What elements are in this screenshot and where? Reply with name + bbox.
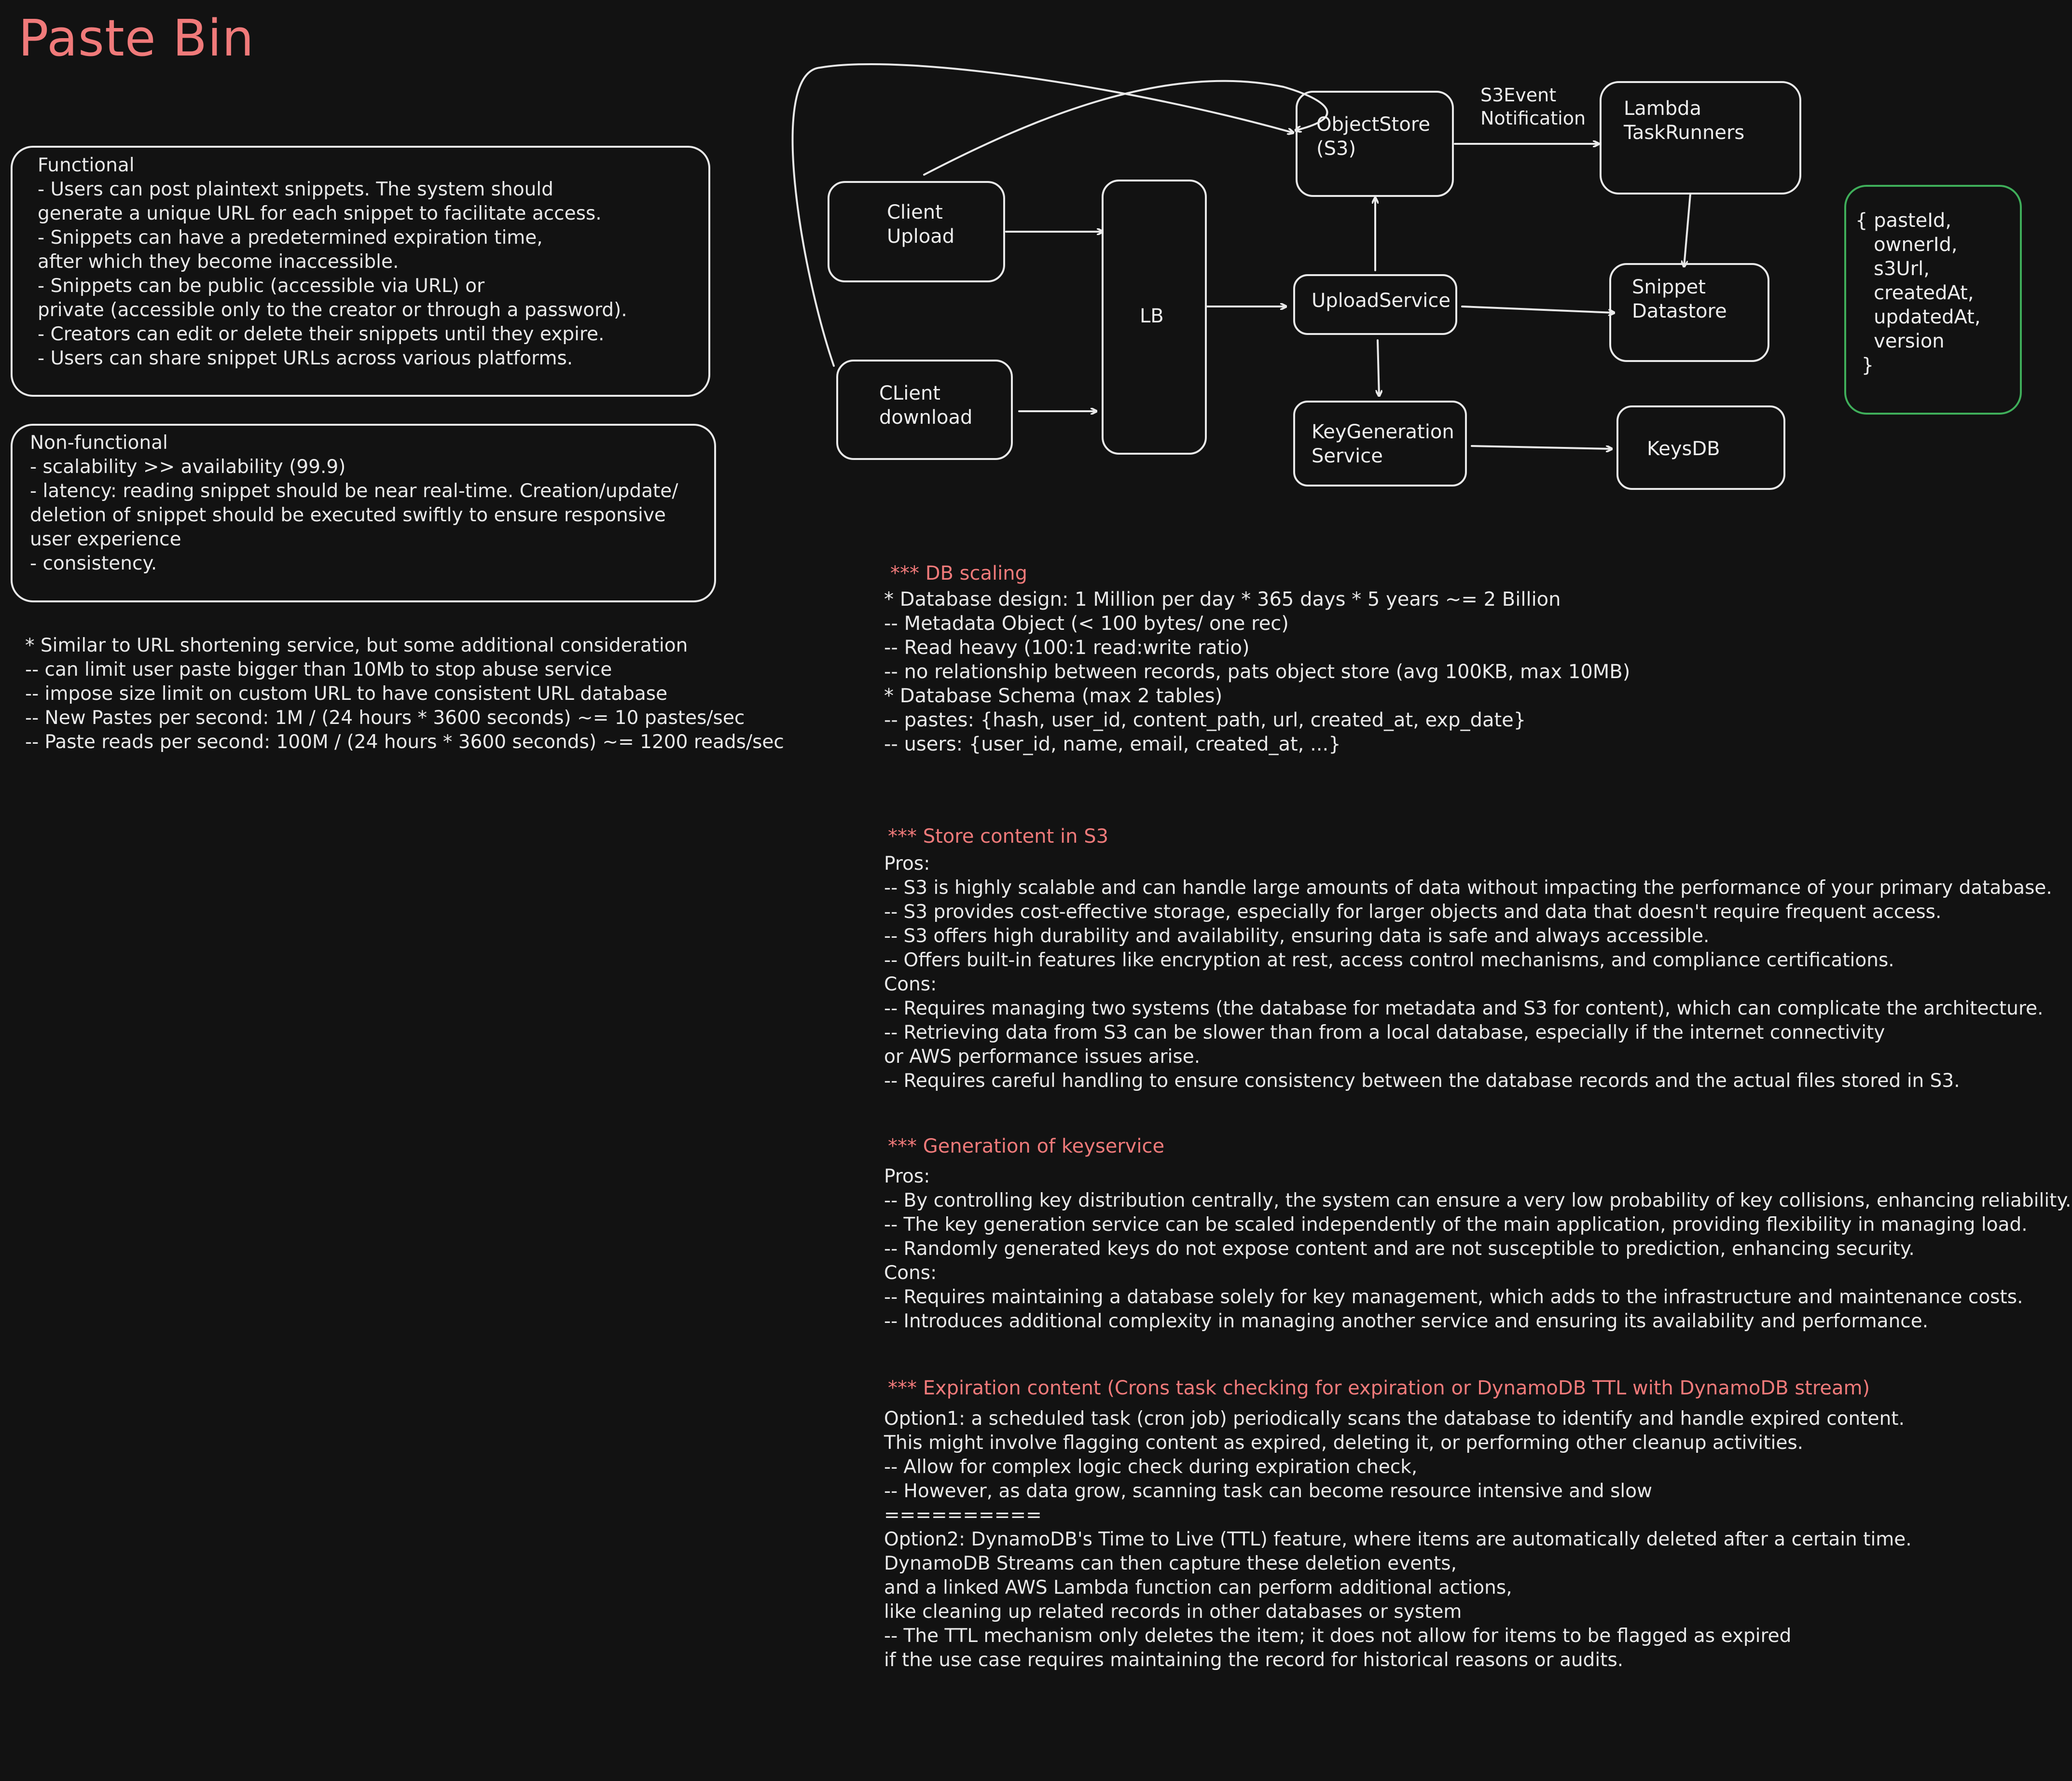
object-store-label: ObjectStore (S3): [1316, 113, 1430, 160]
edge-upload-datastore: [1462, 306, 1614, 313]
expiration-body: Option1: a scheduled task (cron job) periodically scans the database to identify and handle expired content. This might involve flagging content as expired, deleting it, or performing other cleanup activities. -- Allow for complex logic check during expiration check, -- However, as data grow, scanning task can become resource intensive and slow ========== Option2: DynamoDB's Time to Live (TTL) feature, where items are automatically deleted after a certain time. DynamoDB Streams can then capture these deletion events, and a linked AWS Lambda function can perform additional actions, like cleaning up related records in other databases or system -- The TTL mechanism only deletes the item; it does not allow for items to be flagged as expired if the use case requires maintaining the record for historical reasons or audits.: [884, 1408, 1912, 1671]
edge-upload-keygen: [1378, 340, 1379, 396]
edge-keygen-keysdb: [1472, 446, 1612, 449]
page-title: Paste Bin: [18, 9, 254, 68]
key-generation-label: KeyGeneration Service: [1312, 421, 1454, 467]
edge-lambda-datastore: [1684, 194, 1690, 266]
upload-service-label: UploadService: [1312, 290, 1450, 312]
edge-clientupload-objectstore: [924, 81, 1327, 175]
lb-label: LB: [1140, 305, 1164, 327]
functional-text: Functional - Users can post plaintext snippets. The system should generate a unique URL for each snippet to facilitate access. - Snippets can have a predetermined expiration time, after which they become inaccessible. - Snippets can be public (accessible via URL) or private (accessible only to the creator or through a password). - Creators can edit or delete their snippets until they expire. - Users can share snippet URLs across various platforms.: [38, 154, 627, 369]
keyservice-title: *** Generation of keyservice: [888, 1135, 1165, 1157]
db-scaling-body: * Database design: 1 Million per day * 365 days * 5 years ~= 2 Billion -- Metadata Object (< 100 bytes/ one rec) -- Read heavy (100:1 read:write ratio) -- no relationship between records, pats object store (avg 100KB, max 10MB) * Database Schema (max 2 tables) -- pastes: {hash, user_id, content_path, url, created_at, exp_date} -- users: {user_id, name, email, created_at, ...}: [884, 588, 1630, 755]
client-download-label: CLient download: [879, 382, 973, 429]
s3-event-label: S3Event Notification: [1480, 84, 1586, 129]
store-s3-body: Pros: -- S3 is highly scalable and can handle large amounts of data without impacting the performance of your primary database. -- S3 provides cost-effective storage, especially for larger objects and data that doesn't require frequent access. -- S3 offers high durability and availability, ensuring data is safe and always accessible. -- Offers built-in features like encryption at rest, access control mechanisms, and compliance certifications. Cons: -- Requires managing two systems (the database for metadata and S3 for content), which can complicate the architecture. -- Retrieving data from S3 can be slower than from a local database, especially if the internet connectivity or AWS performance issues arise. -- Requires careful handling to ensure consistency between the database records and the actual files stored in S3.: [884, 853, 2052, 1092]
db-scaling-title: *** DB scaling: [890, 562, 1027, 584]
expiration-title: *** Expiration content (Crons task checking for expiration or DynamoDB TTL with DynamoDB stream): [888, 1377, 1870, 1399]
schema-text: { pasteId, ownerId, s3Url, createdAt, updatedAt, version }: [1855, 209, 1981, 376]
client-upload-label: Client Upload: [887, 201, 955, 248]
store-s3-title: *** Store content in S3: [888, 825, 1109, 848]
keys-db-label: KeysDB: [1647, 438, 1720, 460]
estimation-notes: * Similar to URL shortening service, but some additional consideration -- can limit user paste bigger than 10Mb to stop abuse service -- impose size limit on custom URL to have consistent URL database -- New Pastes per second: 1M / (24 hours * 3600 seconds) ~= 10 pastes/sec -- Paste reads per second: 100M / (24 hours * 3600 seconds) ~= 1200 reads/sec: [25, 635, 784, 753]
snippet-datastore-label: Snippet Datastore: [1632, 276, 1727, 322]
lambda-label: Lambda TaskRunners: [1624, 97, 1745, 144]
keyservice-body: Pros: -- By controlling key distribution centrally, the system can ensure a very low probability of key collisions, enhancing reliability. -- The key generation service can be scaled independently of the main application, providing flexibility in managing load. -- Randomly generated keys do not expose content and are not susceptible to prediction, enhancing security. Cons: -- Requires maintaining a database solely for key management, which adds to the infrastructure and maintenance costs. -- Introduces additional complexity in managing another service and ensuring its availability and performance.: [884, 1166, 2072, 1332]
non-functional-text: Non-functional - scalability >> availability (99.9) - latency: reading snippet should be near real-time. Creation/update/ deletion of snippet should be executed swiftly to ensure responsive user experience - consistency.: [30, 432, 678, 574]
